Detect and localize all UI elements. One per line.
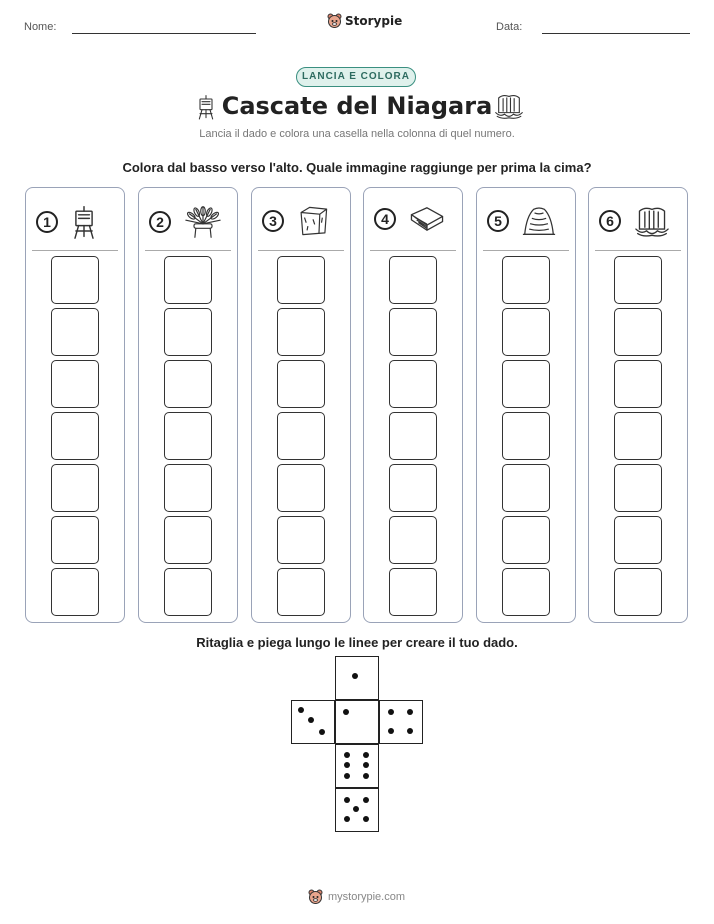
die-pip	[352, 673, 358, 679]
color-cell[interactable]	[502, 412, 550, 460]
color-cell[interactable]	[277, 308, 325, 356]
page-title: Cascate del Niagara	[221, 92, 493, 120]
activity-badge: LANCIA E COLORA	[296, 67, 416, 87]
footer-url[interactable]: mystorypie.com	[328, 891, 406, 903]
die-face-center	[335, 700, 379, 744]
die-pip	[363, 773, 369, 779]
color-cell[interactable]	[502, 360, 550, 408]
waterfall-icon	[494, 92, 524, 120]
die-face-lower	[335, 744, 379, 788]
die-pip	[344, 762, 350, 768]
color-cell[interactable]	[389, 412, 437, 460]
feather-headdress-icon	[183, 204, 223, 240]
date-line	[542, 33, 690, 34]
color-cell[interactable]	[164, 256, 212, 304]
column-number: 1	[36, 211, 58, 233]
column-divider	[370, 250, 456, 251]
color-cell[interactable]	[502, 568, 550, 616]
color-cell[interactable]	[164, 464, 212, 512]
column-header	[262, 204, 330, 238]
die-pip	[343, 709, 349, 715]
column-number: 5	[487, 210, 509, 232]
column-header	[374, 204, 446, 234]
die-pip	[407, 728, 413, 734]
column-header	[149, 204, 223, 240]
die-face-top	[335, 656, 379, 700]
die-pip	[388, 709, 394, 715]
storypie-logo-icon	[308, 889, 323, 905]
die-pip	[363, 816, 369, 822]
color-cell[interactable]	[614, 256, 662, 304]
column-number: 2	[149, 211, 171, 233]
column-divider	[258, 250, 344, 251]
column-header	[36, 204, 98, 240]
die-face-left	[291, 700, 335, 744]
color-cell[interactable]	[164, 568, 212, 616]
column-number: 4	[374, 208, 396, 230]
color-cell[interactable]	[51, 256, 99, 304]
color-cell[interactable]	[164, 516, 212, 564]
color-cell[interactable]	[164, 308, 212, 356]
die-pip	[363, 762, 369, 768]
column-3	[251, 187, 351, 623]
color-cell[interactable]	[277, 516, 325, 564]
color-cell[interactable]	[502, 256, 550, 304]
column-2	[138, 187, 238, 623]
color-cell[interactable]	[277, 256, 325, 304]
color-cell[interactable]	[614, 568, 662, 616]
column-divider	[32, 250, 118, 251]
die-pip	[363, 752, 369, 758]
die-pip	[319, 729, 325, 735]
color-cell[interactable]	[277, 412, 325, 460]
die-pip	[308, 717, 314, 723]
color-cell[interactable]	[389, 568, 437, 616]
rock-formation-icon	[521, 204, 557, 238]
name-line	[72, 33, 256, 34]
brand	[327, 13, 402, 29]
book-icon	[408, 204, 446, 234]
die-pip	[353, 806, 359, 812]
color-cell[interactable]	[389, 308, 437, 356]
color-cell[interactable]	[51, 464, 99, 512]
color-cell[interactable]	[277, 568, 325, 616]
die-pip	[344, 797, 350, 803]
column-number: 6	[599, 210, 621, 232]
die-face-bottom	[335, 788, 379, 832]
color-cell[interactable]	[51, 412, 99, 460]
color-cell[interactable]	[389, 256, 437, 304]
column-6	[588, 187, 688, 623]
color-cell[interactable]	[502, 464, 550, 512]
footer	[308, 889, 405, 905]
die-pip	[344, 752, 350, 758]
color-cell[interactable]	[389, 464, 437, 512]
color-cell[interactable]	[502, 308, 550, 356]
color-cell[interactable]	[614, 308, 662, 356]
column-header	[599, 204, 671, 238]
color-cell[interactable]	[614, 516, 662, 564]
waterfall-icon	[633, 204, 671, 238]
die-pip	[344, 816, 350, 822]
color-cell[interactable]	[502, 516, 550, 564]
column-4	[363, 187, 463, 623]
color-cell[interactable]	[389, 516, 437, 564]
color-cell[interactable]	[51, 308, 99, 356]
color-cell[interactable]	[277, 464, 325, 512]
color-cell[interactable]	[164, 412, 212, 460]
name-label: Nome:	[24, 21, 57, 33]
dice-instruction: Ritaglia e piega lungo le linee per creare il tuo dado.	[196, 635, 518, 650]
die-pip	[344, 773, 350, 779]
column-5	[476, 187, 576, 623]
die-pip	[407, 709, 413, 715]
column-divider	[145, 250, 231, 251]
die-pip	[363, 797, 369, 803]
die-pip	[298, 707, 304, 713]
column-number: 3	[262, 210, 284, 232]
color-cell[interactable]	[51, 516, 99, 564]
color-cell[interactable]	[614, 464, 662, 512]
column-1	[25, 187, 125, 623]
color-cell[interactable]	[51, 568, 99, 616]
color-cell[interactable]	[51, 360, 99, 408]
brand-name: Storypie	[345, 14, 403, 28]
date-label: Data:	[496, 21, 523, 33]
die-face-right	[379, 700, 423, 744]
color-cell[interactable]	[614, 412, 662, 460]
color-cell[interactable]	[614, 360, 662, 408]
storypie-logo-icon	[327, 13, 342, 29]
coloring-instruction: Colora dal basso verso l'alto. Quale immagine raggiunge per prima la cima?	[122, 160, 592, 175]
ice-block-icon	[296, 204, 330, 238]
color-cell[interactable]	[389, 360, 437, 408]
die-pip	[388, 728, 394, 734]
column-header	[487, 204, 557, 238]
color-cell[interactable]	[164, 360, 212, 408]
column-divider	[595, 250, 681, 251]
easel-icon	[70, 204, 98, 240]
color-cell[interactable]	[277, 360, 325, 408]
subtitle: Lancia il dado e colora una casella nella colonna di quel numero.	[199, 128, 515, 140]
column-divider	[483, 250, 569, 251]
